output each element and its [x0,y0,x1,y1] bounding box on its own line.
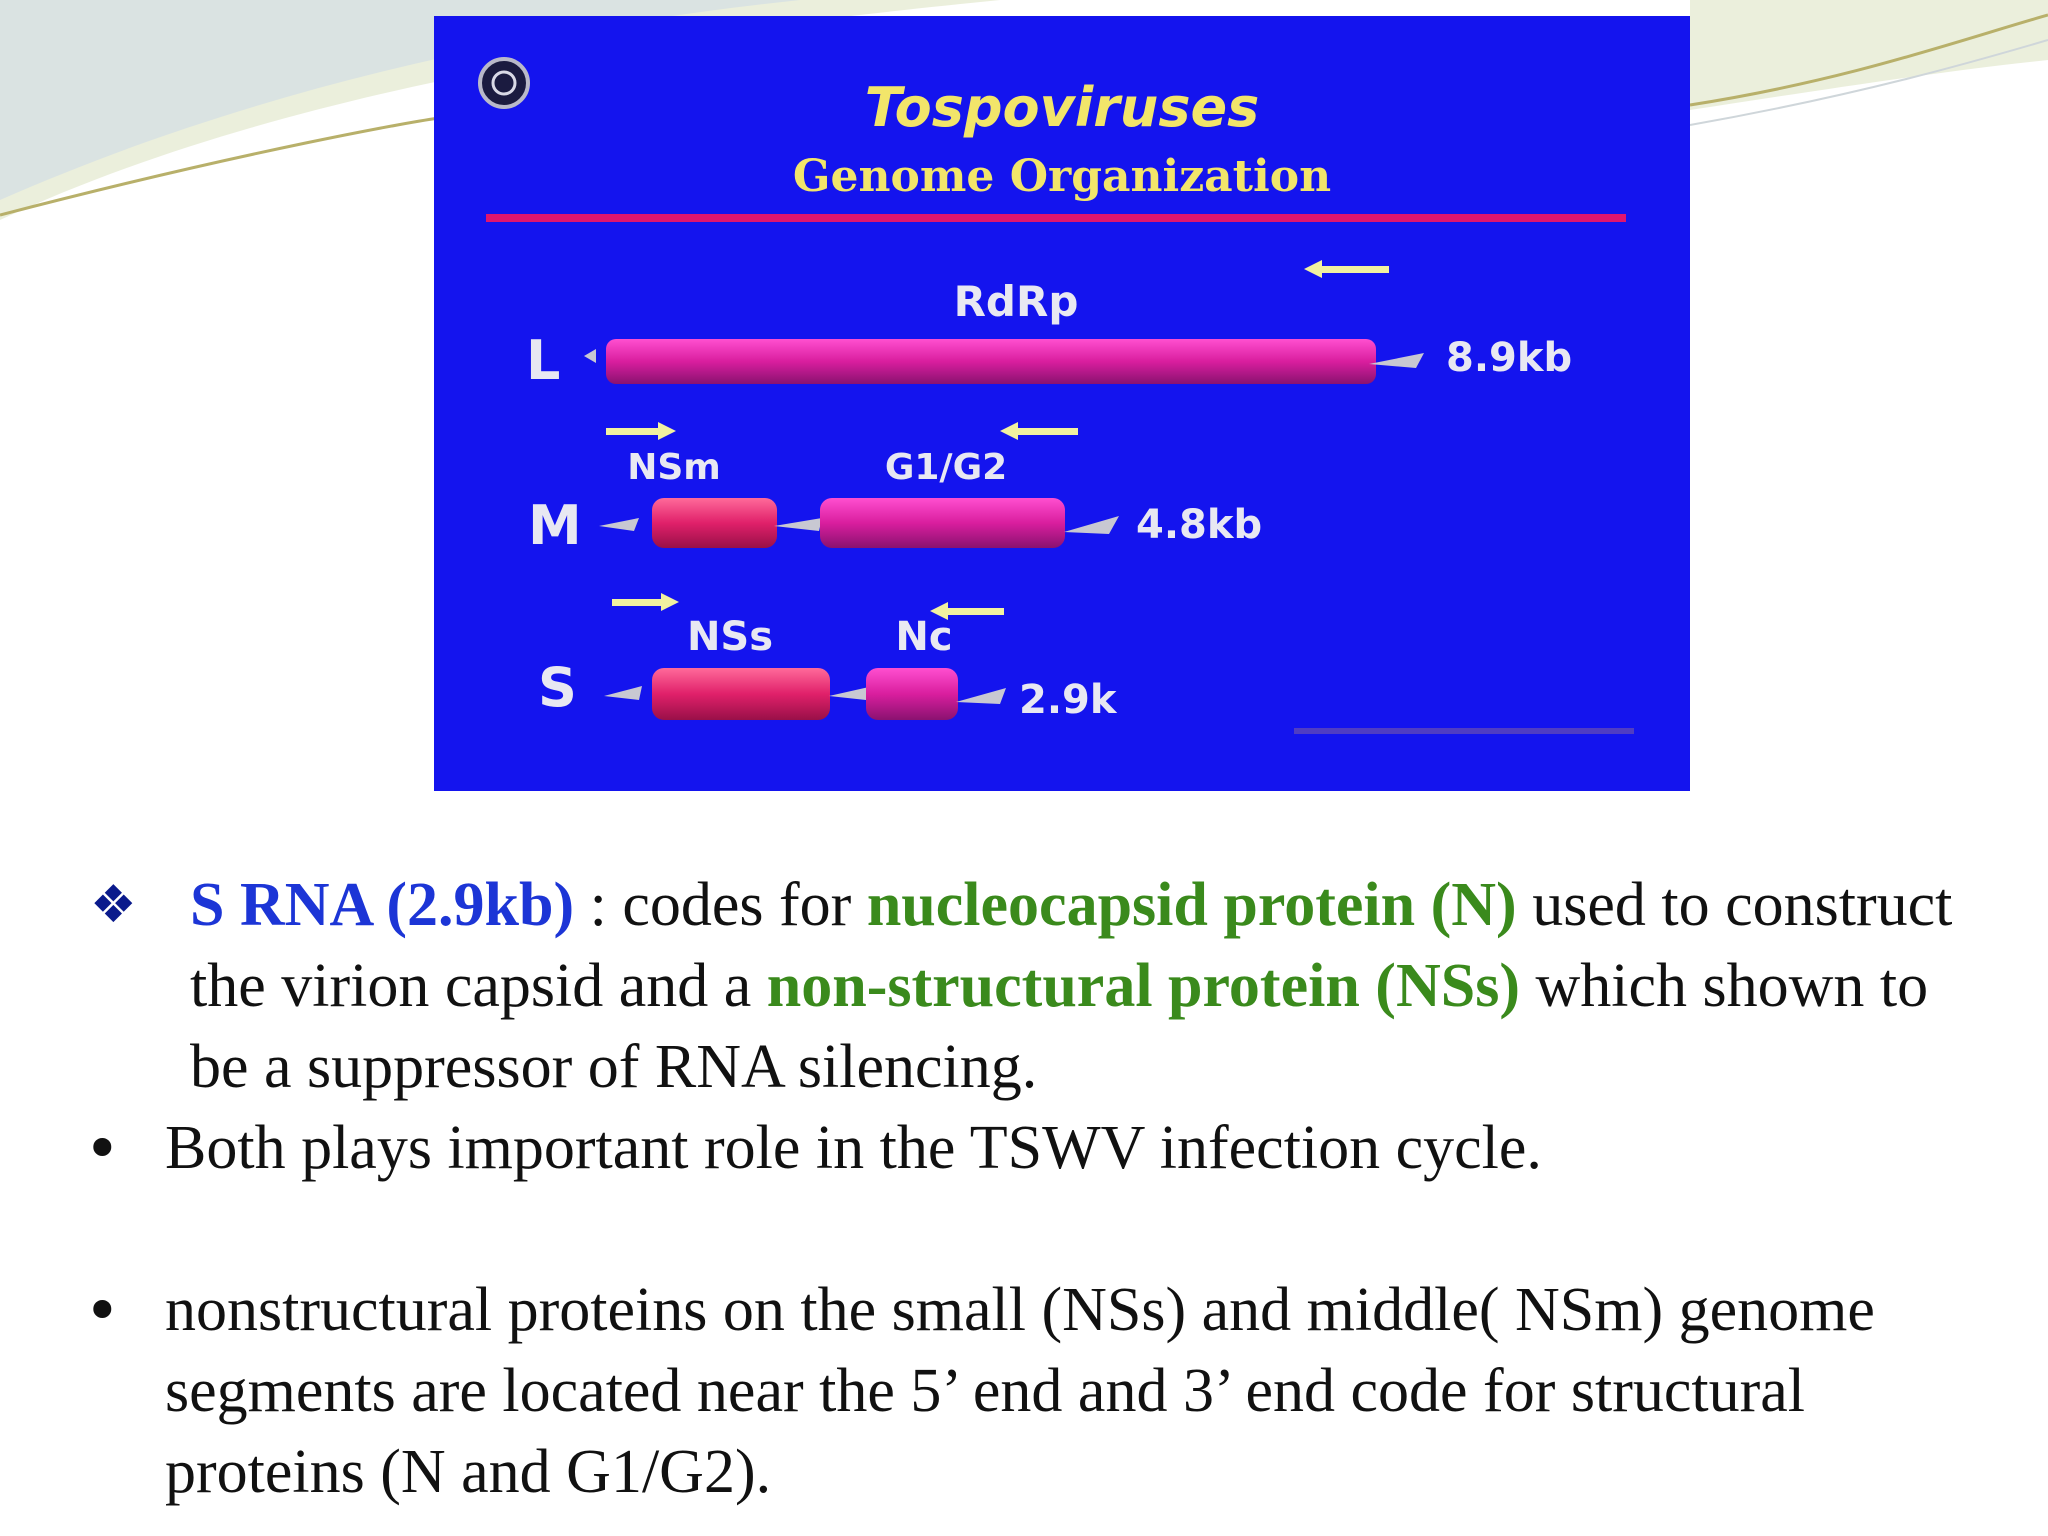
text-run: Both plays important role in the TSWV infection cycle. [165,1114,1542,1182]
arrow-left-icon [1304,260,1389,278]
strand-linker [829,687,869,700]
arrow-left-icon [1000,422,1078,440]
credit-line [1294,728,1634,734]
figure-title: Tospoviruses [864,76,1260,139]
term-nucleocapsid: nucleocapsid protein (N) [866,871,1517,939]
gene-label-nc: Nc [895,614,953,660]
segment-l [526,260,1572,392]
strand-end-left [599,518,639,531]
segment-s [538,593,1118,723]
paragraph-s-rna [80,865,1980,1108]
gene-label-rdrp: RdRp [953,277,1079,326]
strand-end-right [1369,353,1424,368]
nc-bar [866,668,958,720]
strand-end-right [1064,516,1119,534]
nss-bar [652,668,830,720]
gene-label-g1g2: G1/G2 [884,447,1008,488]
diamond-bullet-icon: ❖ [90,875,137,935]
term-s-rna: S RNA (2.9kb) [190,871,575,939]
gene-label-nss: NSs [686,614,774,660]
text-run: used to construct the virion capsid and a [190,871,1953,1020]
strand-end-left [584,349,596,363]
segment-m [528,422,1262,557]
segment-m-size: 4.8kb [1136,502,1263,548]
arrow-right-icon [606,422,676,440]
strand-linker [774,518,822,531]
g1g2-bar [820,498,1065,548]
genome-figure [434,16,1690,791]
slide-text [80,865,1980,1513]
strand-end-right [956,688,1006,704]
segment-l-size: 8.9kb [1446,335,1573,381]
segment-s-size: 2.9k [1019,677,1117,723]
bullet-dot-icon: • [84,1112,121,1185]
text-run: which shown to be a suppressor of RNA silencing. [190,952,1929,1101]
segment-l-letter: L [526,329,561,392]
rdrp-bar [606,339,1376,384]
paragraph-both [80,1108,1980,1189]
arrow-right-icon [612,593,679,611]
term-nss: non-structural protein (NSs) [766,952,1520,1020]
segment-m-letter: M [528,494,582,557]
title-rule [486,214,1626,222]
paragraph-nonstructural [80,1270,1980,1513]
text-run: nonstructural proteins on the small (NSs) and middle( NSm) genome segments are located near the 5’ end and 3’ end code for structural proteins (N and G1/G2). [165,1276,1875,1506]
figure-subtitle: Genome Organization [792,151,1332,202]
logo-icon [480,59,528,107]
text-run: : codes for [574,871,867,939]
segment-s-letter: S [538,656,577,719]
nsm-bar [652,498,777,548]
bullet-dot-icon: • [84,1274,121,1347]
strand-end-left [604,686,642,700]
gene-label-nsm: NSm [627,447,721,488]
